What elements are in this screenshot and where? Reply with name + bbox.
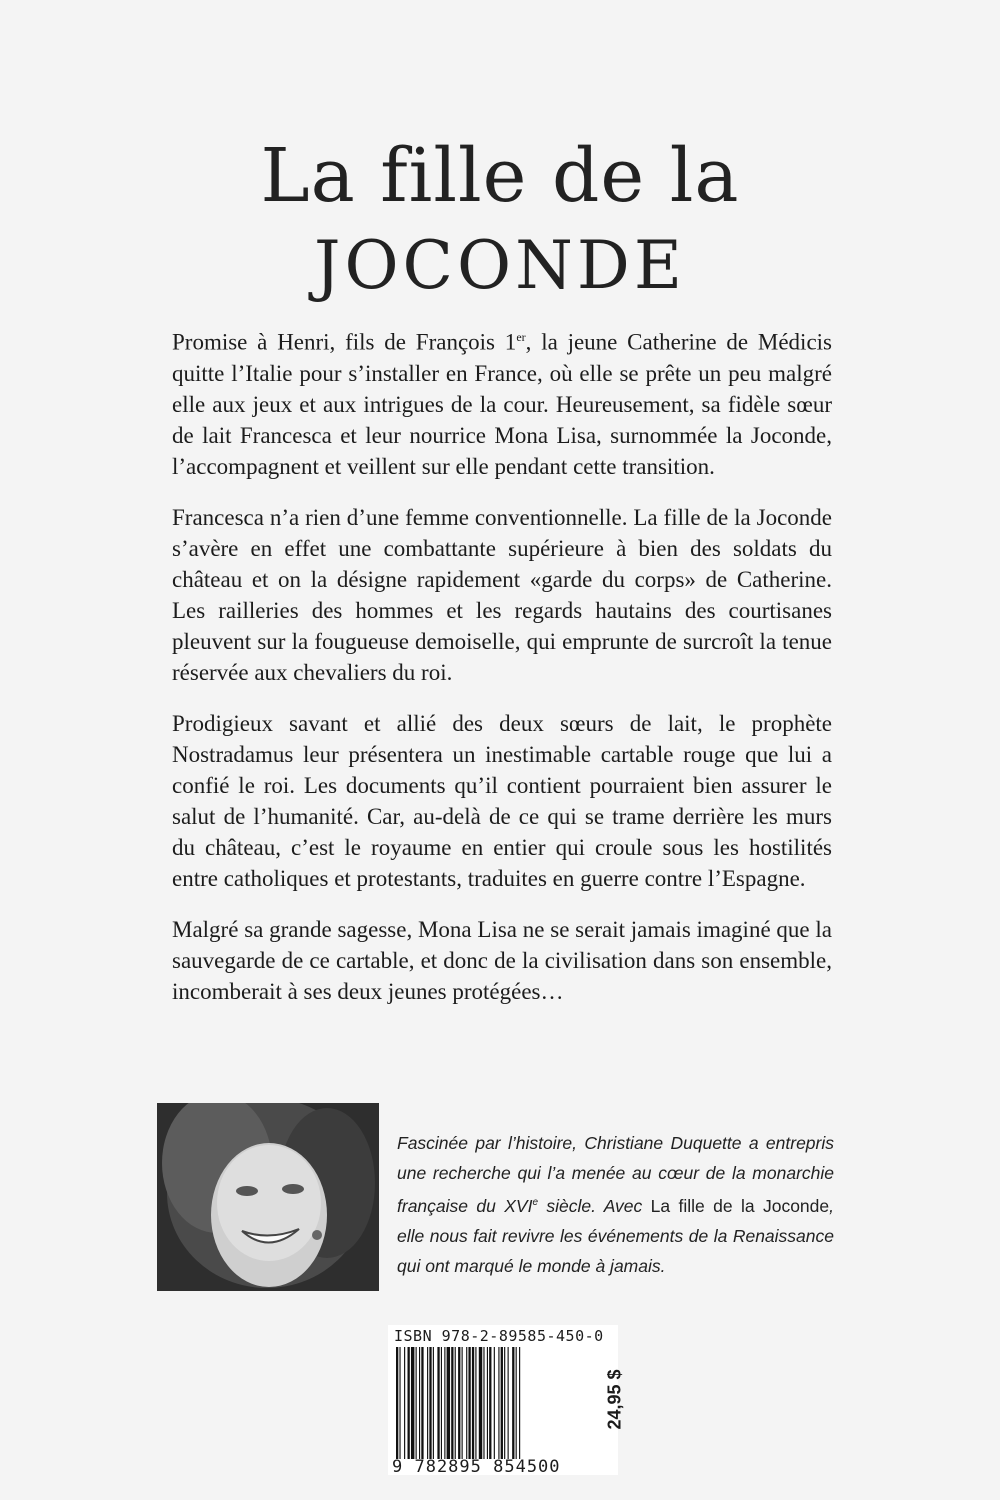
barcode-bar [512,1347,514,1459]
barcode-bar [427,1347,428,1459]
barcode-bar [466,1347,467,1459]
barcode-bar [399,1347,400,1459]
barcode-bar [498,1347,499,1459]
summary-paragraph-1 [172,322,832,482]
barcode-bar [516,1347,517,1459]
barcode-bar [437,1347,439,1459]
barcode-digits: 9 782895 854500 [392,1457,561,1477]
book-title-line2: JOCONDE [313,227,687,305]
isbn-barcode [388,1325,625,1477]
barcode-bar [519,1347,520,1459]
summary-paragraph-3: Prodigieux savant et allié des deux sœurs de lait, le prophète Nostradamus leur présentera un inestimable cartable rouge que lui a confié le roi. Les documents qu’il contient pourraient bien assurer le salut de l’humanité. Car, au-delà de ce qui se trame derrière les murs du château, c’est le royaume en entier qui croule sous les hostilités entre catholiques et protestants, traduites en guerre contre l’Espagne. [172,710,832,891]
author-bio-text: siècle. Avec [538,1195,651,1216]
barcode-bar [479,1347,482,1459]
summary-text: , la jeune Catherine de Médicis quitte l’Italie pour s’installer en France, où elle se prête un peu malgré elle aux jeux et aux intrigues de la cour. Heureusement, sa fidèle sœur de lait Francesca et leur nourrice Mona Lisa, surnommée la Joconde, l’accompagnent et veillent sur elle pendant cette transition. [172,329,832,479]
summary-paragraph-4: Malgré sa grande sagesse, Mona Lisa ne se serait jamais imaginé que la sauvegarde de ce cartable, et donc de la civilisation dans son ensemble, incomberait à ses deux jeunes protégées… [172,916,832,1004]
barcode-bar [433,1347,434,1459]
barcode-bar [419,1347,420,1459]
ordinal-superscript: er [516,330,526,344]
barcode-bar [429,1347,431,1459]
barcode-bar [404,1347,405,1459]
barcode-bar [444,1347,445,1459]
book-title-line1: La fille de la [260,133,740,220]
summary-paragraph-2: Francesca n’a rien d’une femme conventionnelle. La fille de la Joconde s’avère en effet une combattante supérieure à bien des soldats du château et on la désigne rapidement «garde du corps» de Catherine. Les railleries des hommes et les regards hautains des courtisanes pleuvent sur la fougueuse demoiselle, qui emprunte de surcroît la tenue réservée aux chevaliers du roi. [172,504,832,685]
barcode-bar [494,1347,495,1459]
author-bio-text: , elle nous fait revivre les événements de la Renaissance qui ont marqué le monde à jamais. [397,1195,835,1276]
barcode-bar [487,1347,488,1459]
barcode-bar [468,1347,470,1459]
barcode-bar [441,1347,442,1459]
barcode-bar [489,1347,491,1459]
barcode-bar [475,1347,476,1459]
barcode-bar [447,1347,450,1459]
author-bio-book-title: La fille de la Joconde [650,1195,830,1216]
barcode-bar [462,1347,463,1459]
barcode-bar [483,1347,484,1459]
barcode-bar [501,1347,503,1459]
barcode-bar [508,1347,509,1459]
barcode-bar [411,1347,414,1459]
barcode-bar [472,1347,474,1459]
barcode-bar [396,1347,398,1459]
back-cover-summary [172,322,832,1027]
barcode-bar [416,1347,417,1459]
author-bio [397,1128,834,1281]
author-photo [157,1103,379,1291]
book-title [0,131,1000,311]
century-superscript: e [532,1197,538,1208]
author-bio-text: Fascinée par l’histoire, Christiane Duquette a entrepris une recherche qui l’a menée au cœur de la monarchie française du XVI [397,1133,834,1216]
barcode-bar [458,1347,460,1459]
barcode-bars [396,1347,580,1459]
barcode-bar [408,1347,410,1459]
barcode-bar [451,1347,453,1459]
barcode-bar [421,1347,423,1459]
barcode-bar [455,1347,456,1459]
barcode-bar [504,1347,505,1459]
isbn-label: ISBN 978-2-89585-450-0 [394,1327,604,1345]
price-label: 24,95 $ [604,1369,625,1430]
author-portrait-illustration [157,1103,379,1291]
summary-text: Promise à Henri, fils de François 1 [172,329,517,355]
